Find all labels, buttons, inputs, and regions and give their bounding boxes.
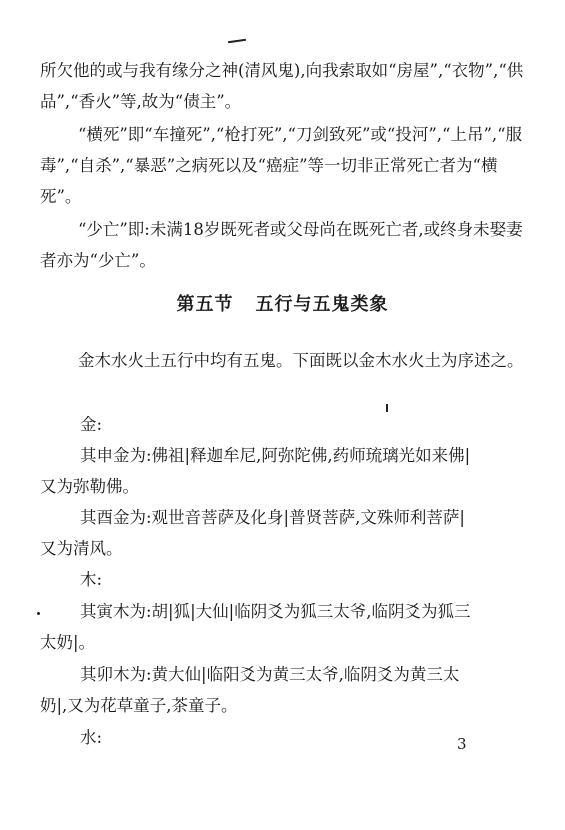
metal-you-line-2: 又为清风。 [40,539,123,558]
paragraph-intro: 金木水火土五行中均有五鬼。下面既以金木水火土为序述之。 [77,351,524,370]
label-metal: 金: [80,415,103,434]
section-number: 第五节 [176,294,234,315]
metal-shen-line-1: 其申金为:佛祖|释迦牟尼,阿弥陀佛,药师琉璃光如来佛| [80,446,471,465]
wood-yin-line-2: 太奶|。 [40,633,96,652]
page-number: 3 [457,735,467,753]
paragraph-debt-master: 所欠他的或与我有缘分之神(清风鬼),向我索取如“房屋”,“衣物”,“供品”,“香火”等,故为“债主”。 [40,61,524,111]
wood-mao-line-1: 其卯木为:黄大仙|临阳爻为黄三太爷,临阴爻为黄三太 [80,665,460,684]
label-wood: 木: [80,570,103,589]
wood-yin-line-1: 其寅木为:胡|狐|大仙|临阴爻为狐三太爷,临阴爻为狐三 [80,602,471,621]
section-heading [0,290,565,316]
scan-mark-left [37,612,40,615]
section-title: 五行与五鬼类象 [255,294,389,315]
metal-you-line-1: 其酉金为:观世音菩萨及化身|普贤菩萨,文殊师利菩萨| [80,508,465,527]
paragraph-violent-death: “横死”即“车撞死”,“枪打死”,“刀剑致死”或“投河”,“上吊”,“服毒”,“自杀”,“暴恶”之病死以及“癌症”等一切非正常死亡者为“横死”。 [40,125,523,206]
paragraph-early-death: “少亡”即:未满18岁既死者或父母尚在既死亡者,或终身未娶妻者亦为“少亡”。 [40,220,523,270]
wood-mao-line-2: 奶|,又为花草童子,茶童子。 [40,696,238,715]
label-water: 水: [80,728,103,747]
scan-mark-middle [386,404,388,412]
metal-shen-line-2: 又为弥勒佛。 [40,477,139,496]
scan-mark-top [228,39,246,43]
